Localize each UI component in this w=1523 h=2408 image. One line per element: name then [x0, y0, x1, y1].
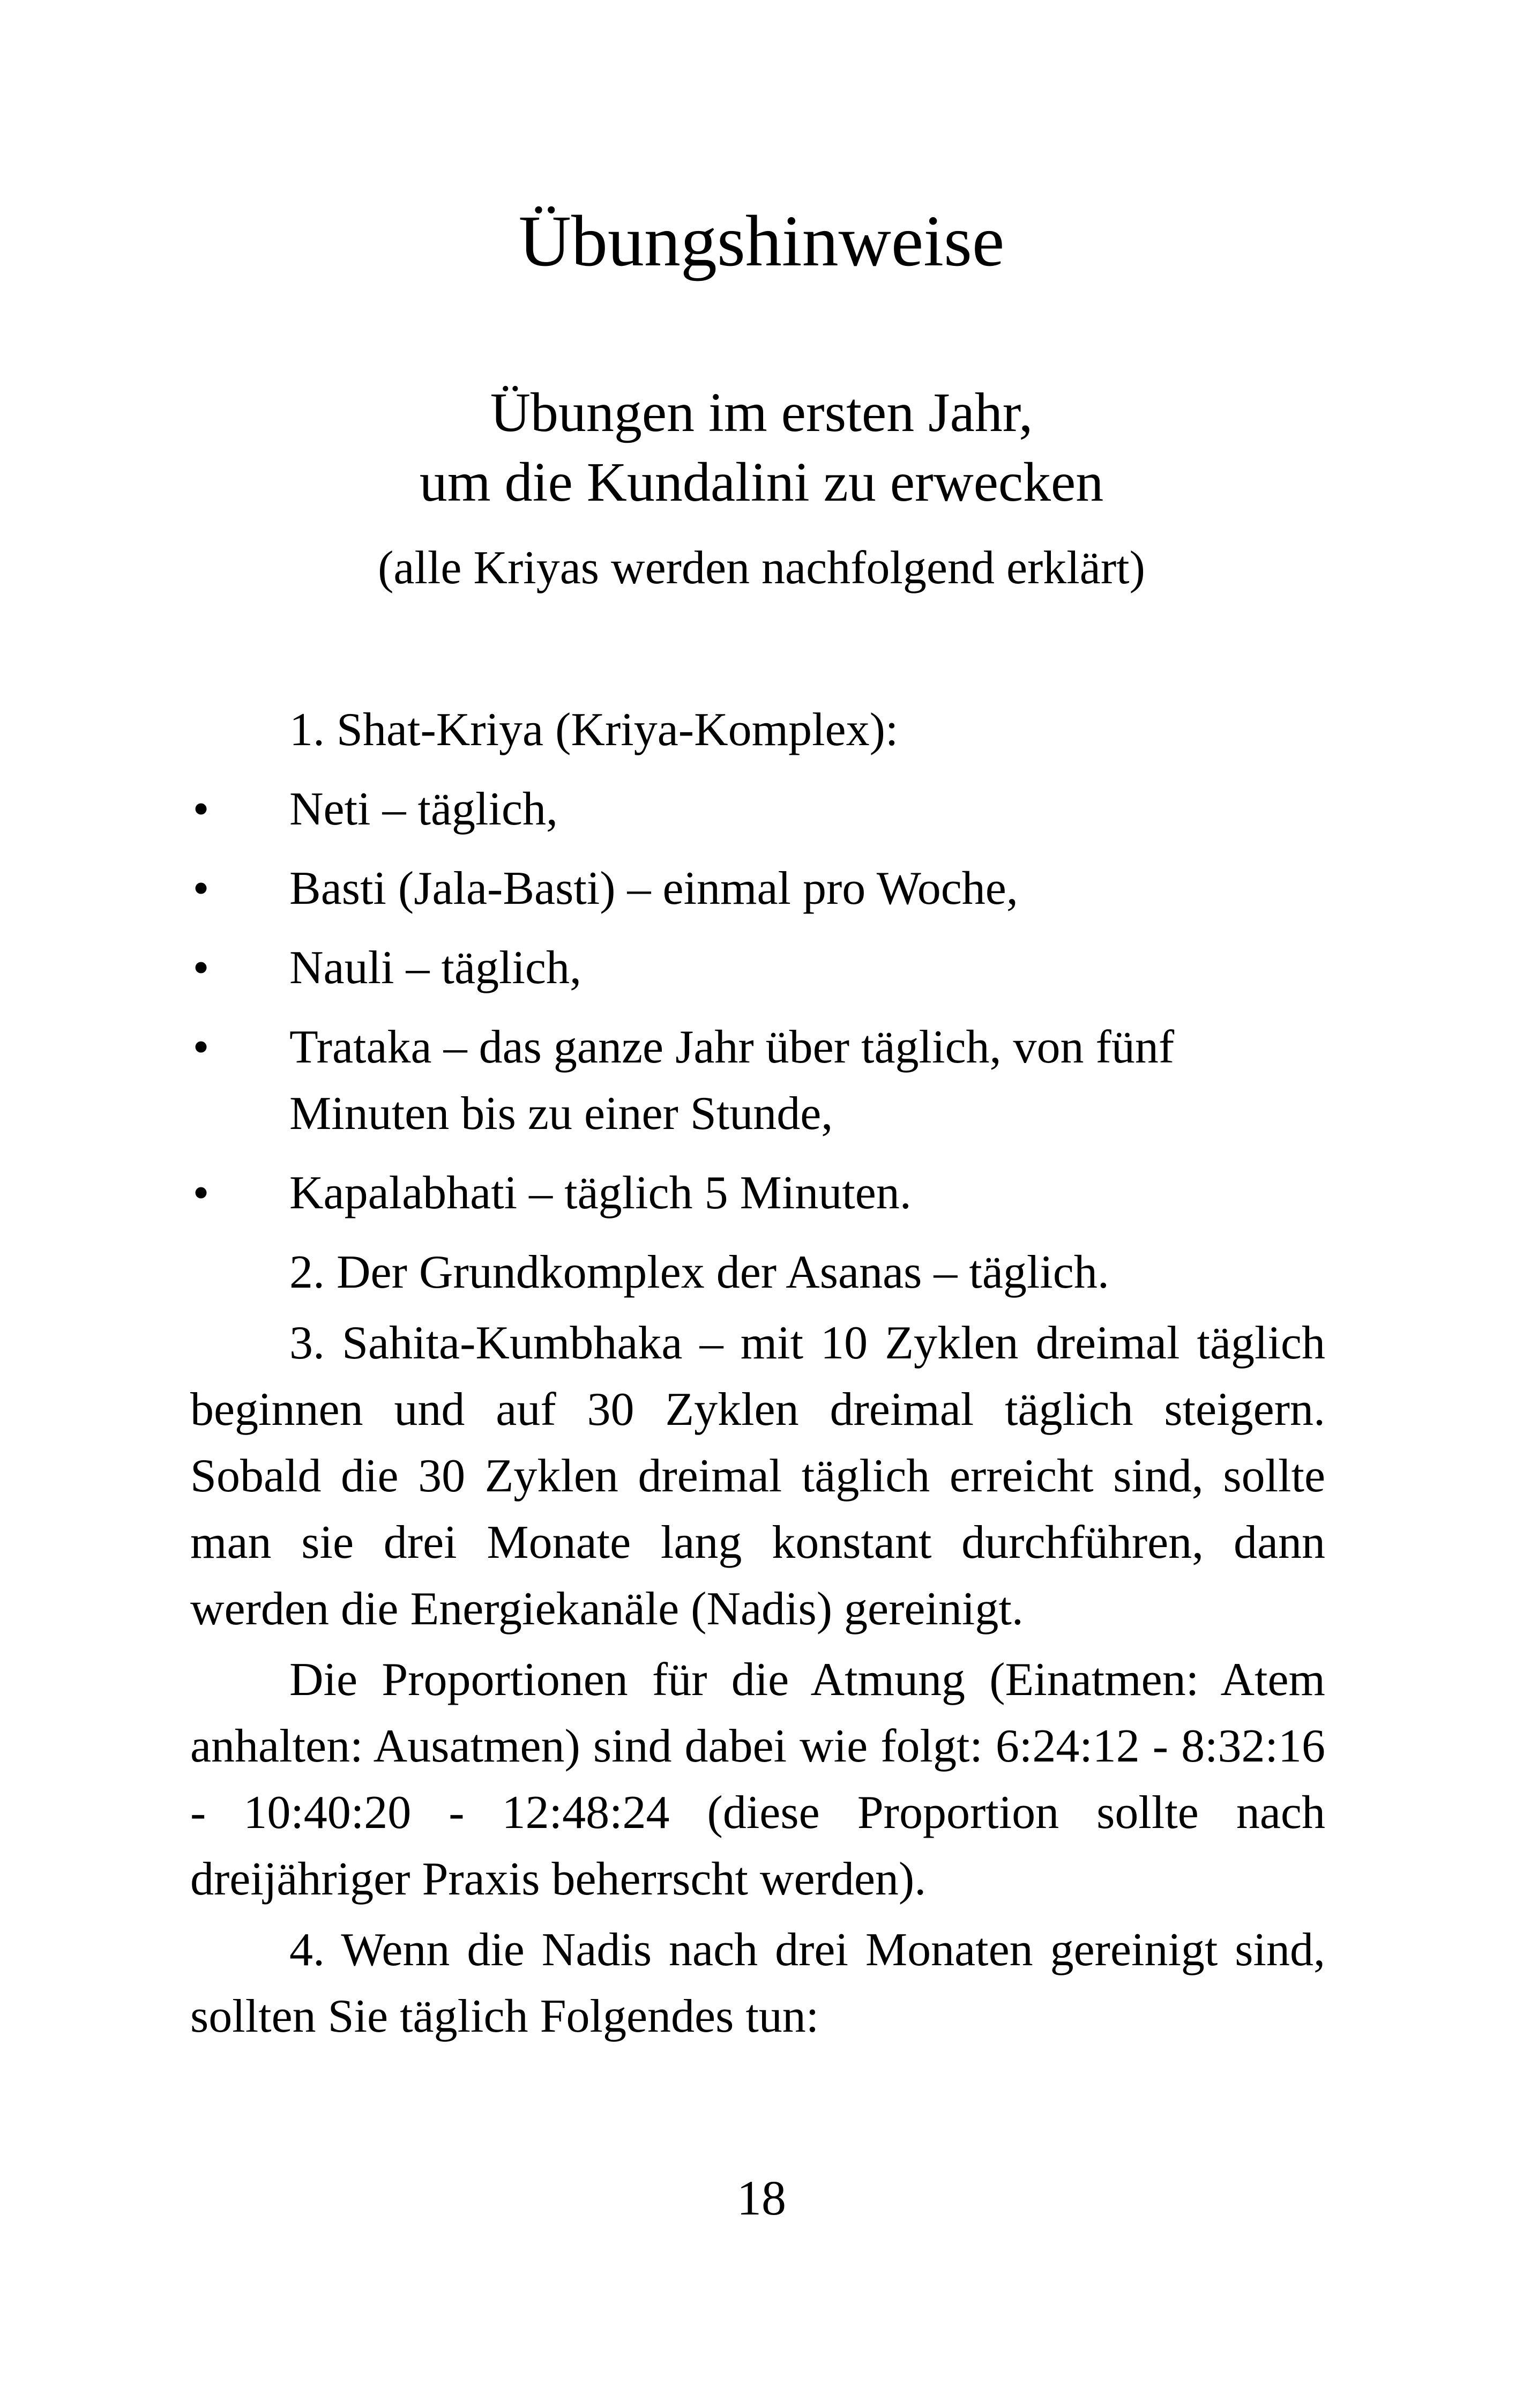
subtitle-line-1: Übungen im ersten Jahr, [490, 382, 1033, 443]
bullet-icon: • [192, 1167, 210, 1219]
list-item [190, 1014, 1325, 1147]
subtitle-line-2: um die Kundalini zu erwecken [419, 451, 1104, 513]
body-text [190, 697, 1325, 2050]
bullet-icon: • [192, 1021, 210, 1073]
list-item [190, 856, 1325, 922]
bullet-icon: • [192, 863, 210, 915]
list-item [190, 776, 1325, 843]
list-item-text: Basti (Jala-Basti) – einmal pro Woche, [289, 863, 1018, 915]
bullet-list [190, 776, 1325, 1227]
item-4-paragraph: 4. Wenn die Nadis nach drei Monaten gereinigt sind, sollten Sie täglich Folgendes tun: [190, 1924, 1325, 2042]
list-item-text: Nauli – täglich, [289, 942, 581, 994]
bullet-icon: • [192, 783, 210, 835]
list-item-text: Trataka – das ganze Jahr über täglich, von fünf Minuten bis zu einer Stunde, [289, 1021, 1175, 1140]
section-subtitle [0, 378, 1523, 517]
bullet-icon: • [192, 942, 210, 994]
item-3-paragraph: 3. Sahita-Kumbhaka – mit 10 Zyklen dreimal täglich beginnen und auf 30 Zyklen dreimal täglich steigern. Sobald die 30 Zyklen dreimal täglich erreicht sind, sollte man sie drei Monate lang konstant durchführen, dann werden die Energiekanäle (Nadis) gereinigt. [190, 1317, 1325, 1635]
subtitle-note: (alle Kriyas werden nachfolgend erklärt) [378, 542, 1145, 594]
item-1-heading: 1. Shat-Kriya (Kriya-Komplex): [289, 704, 899, 756]
page-number: 18 [737, 2171, 786, 2225]
list-item-text: Neti – täglich, [289, 783, 558, 835]
item-2-paragraph: 2. Der Grundkomplex der Asanas – täglich. [289, 1246, 1109, 1298]
list-item [190, 1160, 1325, 1227]
page-title: Übungshinweise [518, 201, 1005, 281]
list-item [190, 935, 1325, 1001]
list-item-text: Kapalabhati – täglich 5 Minuten. [289, 1167, 912, 1219]
proportions-paragraph: Die Proportionen für die Atmung (Einatmen: Atem anhalten: Ausatmen) sind dabei wie folgt: 6:24:12 - 8:32:16 - 10:40:20 - 12:48:24 (diese Proportion sollte nach dreijähriger Praxis beherrscht werden). [190, 1654, 1325, 1905]
